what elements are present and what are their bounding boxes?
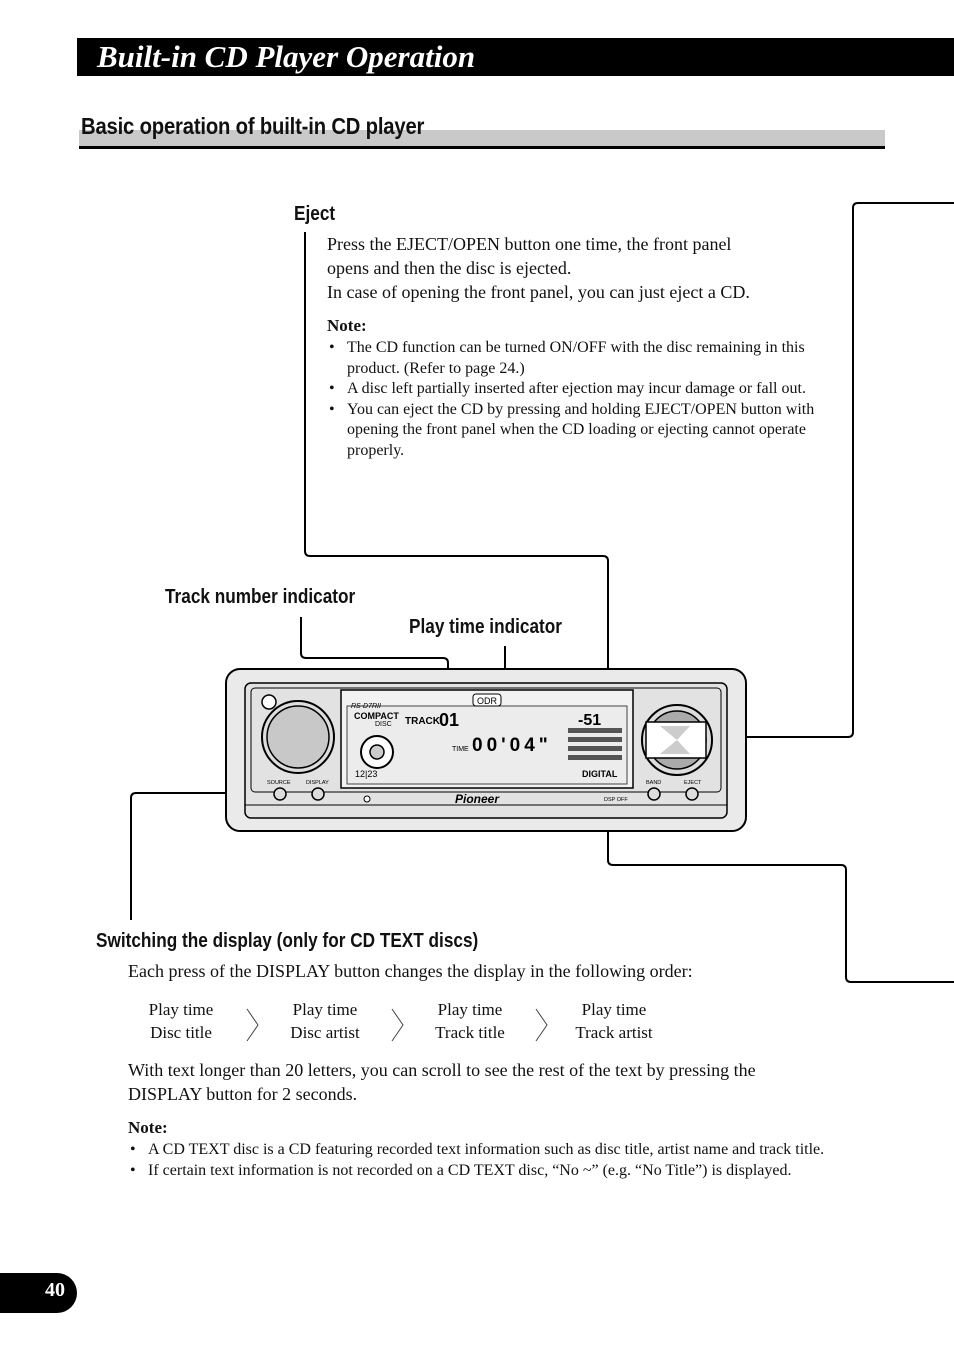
arrow-right-icon [535,1008,549,1042]
section-title: Basic operation of built-in CD player [81,113,425,139]
track-label: TRACK [405,716,440,727]
eject-line-3: In case of opening the front panel, you can just eject a CD. [327,282,750,302]
switching-notes-list [128,1140,844,1181]
time-label: TIME [452,746,469,753]
disc-label: DISC [375,721,392,728]
page-number: 40 [45,1279,65,1301]
display-mode-3-line2: Track title [435,1023,505,1042]
track-number-indicator-label: Track number indicator [165,586,356,608]
source-button [274,788,286,800]
scroll-line-1: With text longer than 20 letters, you can scroll to see the rest of the text by pressing the [128,1060,756,1080]
switching-note-heading: Note: [128,1118,168,1137]
eject-button [686,788,698,800]
eject-note-heading: Note: [327,316,367,335]
switching-note-2: • If certain text information is not recorded on a CD TEXT disc, “No ~” (e.g. “No Title”) is displayed. [128,1161,844,1182]
display-mode-2-line2: Disc artist [290,1023,360,1042]
switching-intro: Each press of the DISPLAY button changes the display in the following order: [128,961,693,981]
band-button [648,788,660,800]
eject-description [327,232,827,304]
eject-line-1: Press the EJECT/OPEN button one time, the front panel [327,234,732,254]
eject-note-3: • You can eject the CD by pressing and holding EJECT/OPEN button with opening the front panel when the CD loading or ejecting cannot operate properly. [327,400,822,462]
digital-label: DIGITAL [582,769,618,779]
source-label: SOURCE [267,780,291,786]
display-mode-3 [420,998,520,1044]
dsp-off-label: DSP OFF [604,797,628,803]
display-mode-4-line2: Track artist [575,1023,653,1042]
arrow-right-icon [391,1008,405,1042]
band-label: BAND [646,780,662,786]
page-number-tab [0,1273,77,1313]
play-time-indicator-label: Play time indicator [409,616,562,638]
model-label: RS-D7RII [351,703,381,710]
scroll-description [128,1058,848,1106]
display-mode-2-line1: Play time [292,1000,358,1019]
switching-note-1: • A CD TEXT disc is a CD featuring recorded text information such as disc title, artist name and track title. [128,1140,844,1161]
display-mode-1-line2: Disc title [150,1023,212,1042]
eject-note-2: • A disc left partially inserted after ejection may incur damage or fall out. [327,379,822,400]
segment-readout: 12|23 [355,769,378,779]
display-mode-3-line1: Play time [437,1000,503,1019]
arrow-right-icon [246,1008,260,1042]
eject-label: EJECT [684,780,702,786]
display-label: DISPLAY [306,780,329,786]
compact-label: COMPACT [354,711,399,721]
odr-label: ODR [477,696,497,706]
display-mode-1-line1: Play time [148,1000,214,1019]
time-value: 00'04" [472,735,552,756]
eject-note-1: • The CD function can be turned ON/OFF with the disc remaining in this product. (Refer to page 24.) [327,338,822,379]
display-button [312,788,324,800]
eject-heading: Eject [294,203,336,225]
volume-value: -51 [578,712,602,729]
display-mode-1 [131,998,231,1044]
track-value: 01 [439,710,460,730]
eject-line-2: opens and then the disc is ejected. [327,258,572,278]
display-mode-4 [564,998,664,1044]
switching-heading: Switching the display (only for CD TEXT discs) [96,930,479,952]
page-header-title: Built-in CD Player Operation [97,39,476,74]
brand-logo: Pioneer [455,792,500,806]
eject-notes-list [327,338,822,461]
display-mode-2 [275,998,375,1044]
display-mode-4-line1: Play time [581,1000,647,1019]
scroll-line-2: DISPLAY button for 2 seconds. [128,1084,358,1104]
